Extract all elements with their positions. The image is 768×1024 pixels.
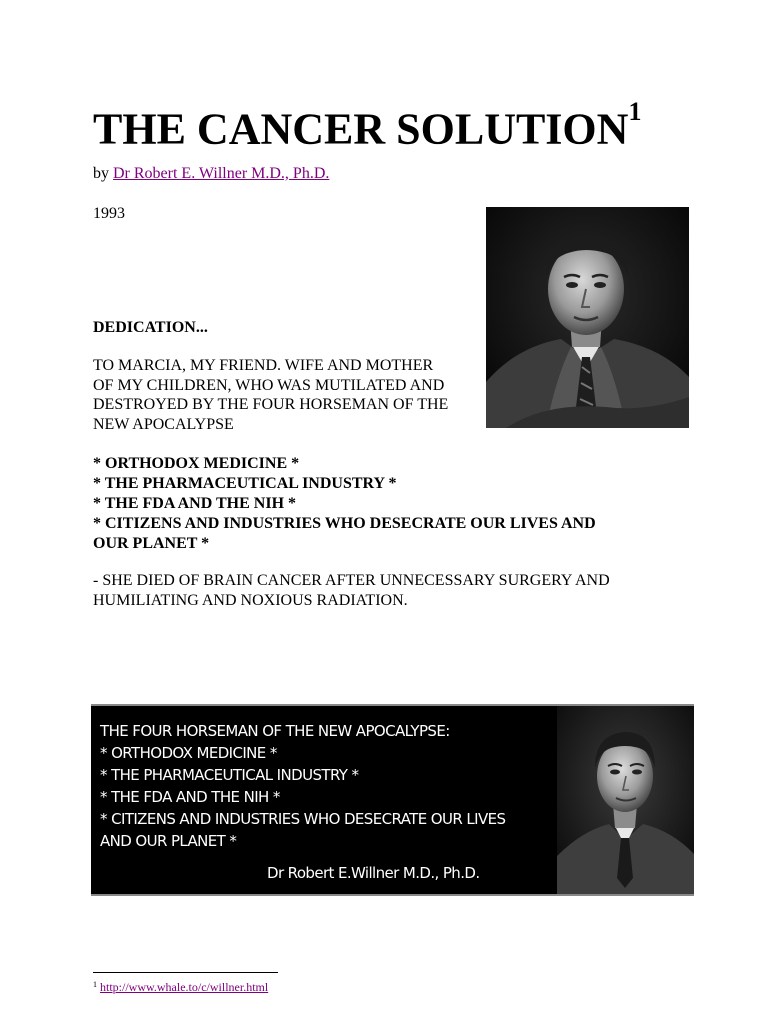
dedication-line: NEW APOCALYPSE <box>93 415 234 433</box>
horsemen-line: * THE PHARMACEUTICAL INDUSTRY * <box>93 475 397 492</box>
author-link[interactable]: Dr Robert E. Willner M.D., Ph.D. <box>113 165 330 182</box>
byline <box>93 164 329 184</box>
banner-line: AND OUR PLANET * <box>100 832 237 850</box>
banner-text <box>100 720 560 852</box>
publication-year: 1993 <box>93 205 125 222</box>
document-title <box>93 92 641 158</box>
footnote-marker: 1 <box>93 980 97 989</box>
banner-line: * CITIZENS AND INDUSTRIES WHO DESECRATE OUR LIVES <box>100 810 506 828</box>
horsemen-line: * CITIZENS AND INDUSTRIES WHO DESECRATE OUR LIVES AND <box>93 515 596 532</box>
dedication-line: OF MY CHILDREN, WHO WAS MUTILATED AND <box>93 376 445 394</box>
horsemen-banner-image <box>91 704 694 896</box>
closing-line: - SHE DIED OF BRAIN CANCER AFTER UNNECESSARY SURGERY AND <box>93 572 610 589</box>
dedication-line: TO MARCIA, MY FRIEND. WIFE AND MOTHER <box>93 357 434 374</box>
horsemen-line: * THE FDA AND THE NIH * <box>93 495 297 512</box>
footnote <box>93 979 268 995</box>
author-portrait-photo <box>486 207 689 428</box>
banner-signature: Dr Robert E.Willner M.D., Ph.D. <box>267 864 480 882</box>
dedication-line: DESTROYED BY THE FOUR HORSEMAN OF THE <box>93 396 449 413</box>
horsemen-line: OUR PLANET * <box>93 535 210 552</box>
closing-line: HUMILIATING AND NOXIOUS RADIATION. <box>93 592 408 609</box>
banner-portrait-photo <box>557 706 694 894</box>
banner-line: * THE FDA AND THE NIH * <box>100 788 280 806</box>
horsemen-line: * ORTHODOX MEDICINE * <box>93 455 300 472</box>
footnote-url-link[interactable]: http://www.whale.to/c/willner.html <box>100 980 269 994</box>
byline-prefix: by <box>93 165 109 182</box>
dedication-heading: DEDICATION... <box>93 319 208 336</box>
title-footnote-marker[interactable]: 1 <box>628 97 642 126</box>
banner-line: * ORTHODOX MEDICINE * <box>100 744 277 762</box>
banner-line: * THE PHARMACEUTICAL INDUSTRY * <box>100 766 359 784</box>
horsemen-list <box>93 454 693 554</box>
portrait-illustration <box>486 207 689 428</box>
title-text: THE CANCER SOLUTION <box>93 104 629 154</box>
closing-text <box>93 571 693 611</box>
banner-line: THE FOUR HORSEMAN OF THE NEW APOCALYPSE: <box>100 722 450 740</box>
banner-portrait-illustration <box>557 706 694 894</box>
dedication-text <box>93 356 493 434</box>
footnote-separator <box>93 972 278 973</box>
